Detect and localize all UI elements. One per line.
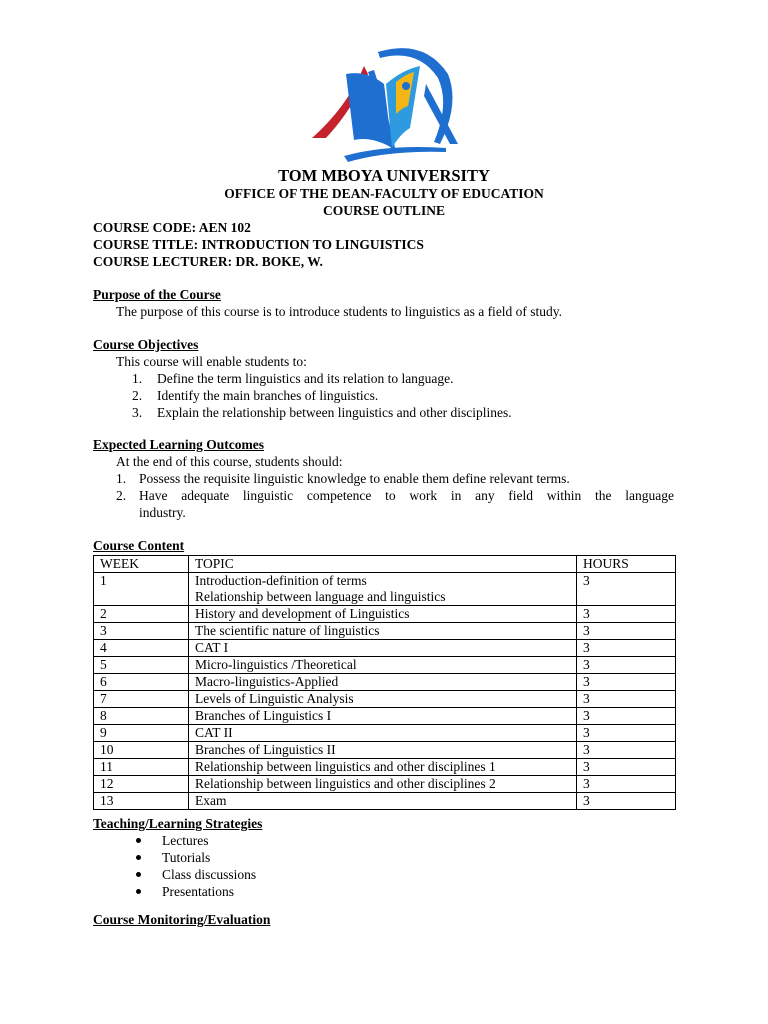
content-heading: Course Content xyxy=(93,538,185,553)
week-cell: 8 xyxy=(94,708,189,725)
week-cell: 9 xyxy=(94,725,189,742)
hours-cell: 3 xyxy=(577,573,676,606)
hours-cell: 3 xyxy=(577,776,676,793)
table-row xyxy=(94,776,676,793)
week-cell: 11 xyxy=(94,759,189,776)
topic-line: Micro-linguistics /Theoretical xyxy=(195,657,357,672)
topic-line: Relationship between linguistics and other disciplines 2 xyxy=(195,776,496,791)
topic-cell xyxy=(189,742,577,759)
table-row xyxy=(94,573,676,606)
week-cell: 13 xyxy=(94,793,189,810)
table-row xyxy=(94,708,676,725)
bullet-icon xyxy=(136,889,141,894)
outcome-item: 2. Have adequate linguistic competence to work in any field within the language industry. xyxy=(116,488,674,520)
bullet-icon xyxy=(136,872,141,877)
week-cell: 10 xyxy=(94,742,189,759)
topic-line: Levels of Linguistic Analysis xyxy=(195,691,354,706)
purpose-heading: Purpose of the Course xyxy=(93,287,221,302)
topic-line: Branches of Linguistics II xyxy=(195,742,336,757)
topic-cell xyxy=(189,725,577,742)
topic-line: Relationship between linguistics and other disciplines 1 xyxy=(195,759,496,774)
week-cell: 12 xyxy=(94,776,189,793)
topic-line: CAT I xyxy=(195,640,229,655)
table-row xyxy=(94,725,676,742)
topic-cell xyxy=(189,691,577,708)
topic-line: Exam xyxy=(195,793,227,808)
hours-cell: 3 xyxy=(577,657,676,674)
hours-cell: 3 xyxy=(577,759,676,776)
bullet-icon xyxy=(136,855,141,860)
objectives-heading: Course Objectives xyxy=(93,337,199,352)
office-name: OFFICE OF THE DEAN-FACULTY OF EDUCATION xyxy=(224,186,544,201)
week-cell: 7 xyxy=(94,691,189,708)
topic-cell xyxy=(189,657,577,674)
topic-cell xyxy=(189,759,577,776)
table-row xyxy=(94,623,676,640)
table-row xyxy=(94,759,676,776)
hours-cell: 3 xyxy=(577,674,676,691)
topic-cell xyxy=(189,640,577,657)
table-row xyxy=(94,640,676,657)
week-cell: 6 xyxy=(94,674,189,691)
topic-cell xyxy=(189,606,577,623)
topic-cell xyxy=(189,573,577,606)
hours-cell: 3 xyxy=(577,742,676,759)
monitoring-heading: Course Monitoring/Evaluation xyxy=(93,912,271,927)
topic-cell xyxy=(189,708,577,725)
topic-line: Introduction-definition of terms xyxy=(195,573,367,588)
hours-cell: 3 xyxy=(577,640,676,657)
hours-cell: 3 xyxy=(577,708,676,725)
topic-line: Macro-linguistics-Applied xyxy=(195,674,339,689)
topic-cell xyxy=(189,793,577,810)
hours-cell: 3 xyxy=(577,606,676,623)
topic-line: CAT II xyxy=(195,725,233,740)
topic-line: Relationship between language and linguistics xyxy=(195,589,446,604)
table-row xyxy=(94,674,676,691)
hours-cell: 3 xyxy=(577,623,676,640)
column-header-hours: HOURS xyxy=(577,556,676,573)
week-cell: 4 xyxy=(94,640,189,657)
university-name: TOM MBOYA UNIVERSITY xyxy=(278,166,490,185)
table-row xyxy=(94,691,676,708)
week-cell: 1 xyxy=(94,573,189,606)
topic-cell xyxy=(189,776,577,793)
course-lecturer: COURSE LECTURER: DR. BOKE, W. xyxy=(93,254,323,269)
outcome-line: Have adequate linguistic competence to work in any field within the language xyxy=(139,488,674,503)
week-cell: 2 xyxy=(94,606,189,623)
objectives-intro: This course will enable students to: xyxy=(116,354,307,369)
outcomes-heading: Expected Learning Outcomes xyxy=(93,437,264,452)
topic-line: The scientific nature of linguistics xyxy=(195,623,380,638)
outcome-item: 1. Possess the requisite linguistic knowledge to enable them define relevant terms. xyxy=(116,471,570,486)
topic-cell xyxy=(189,674,577,691)
week-cell: 5 xyxy=(94,657,189,674)
outcomes-intro: At the end of this course, students should: xyxy=(116,454,343,469)
table-row xyxy=(94,657,676,674)
table-row xyxy=(94,606,676,623)
column-header-topic: TOPIC xyxy=(189,556,577,573)
course-content-table xyxy=(93,555,676,810)
purpose-text: The purpose of this course is to introduce students to linguistics as a field of study. xyxy=(116,304,563,319)
strategies-heading: Teaching/Learning Strategies xyxy=(93,816,263,831)
week-cell: 3 xyxy=(94,623,189,640)
table-header-row xyxy=(94,556,676,573)
table-row xyxy=(94,793,676,810)
table-row xyxy=(94,742,676,759)
bullet-icon xyxy=(136,838,141,843)
topic-line: History and development of Linguistics xyxy=(195,606,410,621)
course-code: COURSE CODE: AEN 102 xyxy=(93,220,251,235)
hours-cell: 3 xyxy=(577,725,676,742)
document-type: COURSE OUTLINE xyxy=(323,203,445,218)
hours-cell: 3 xyxy=(577,691,676,708)
hours-cell: 3 xyxy=(577,793,676,810)
course-title: COURSE TITLE: INTRODUCTION TO LINGUISTICS xyxy=(93,237,424,252)
university-logo xyxy=(308,44,460,166)
topic-cell xyxy=(189,623,577,640)
outcome-line: industry. xyxy=(139,505,186,520)
column-header-week: WEEK xyxy=(94,556,189,573)
topic-line: Branches of Linguistics I xyxy=(195,708,332,723)
outcomes-list xyxy=(116,470,674,521)
